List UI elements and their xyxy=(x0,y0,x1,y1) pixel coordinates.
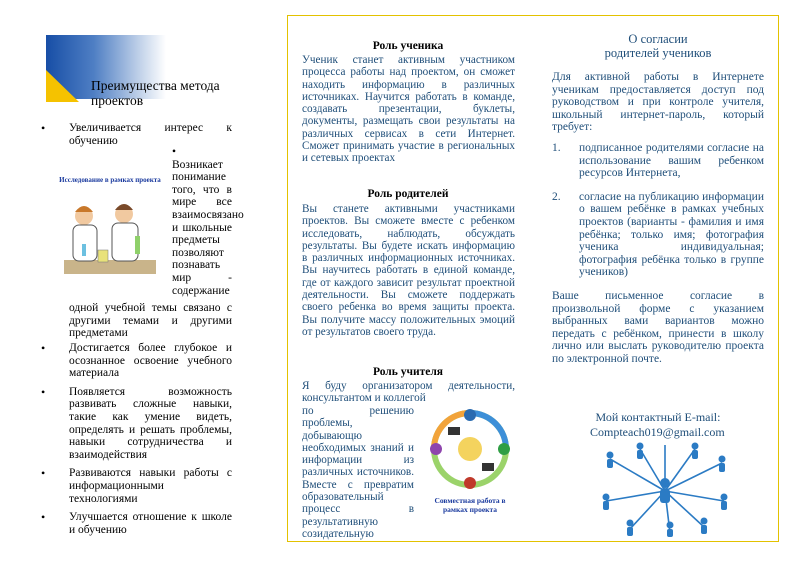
parents-role-heading: Роль родителей xyxy=(367,188,449,200)
scientists-illustration-icon xyxy=(62,198,157,282)
contact-email: Compteach019@gmail.com xyxy=(590,425,725,439)
scientists-image-caption: Исследование в рамках проекта xyxy=(59,176,161,184)
consent-instructions: Ваше письменное согласие в произвольной форме с указанием выбранных вами вариантов можно передать с ребёнком, принести в школу лично или выслать руководителю проекта по электронной почте. xyxy=(552,290,764,365)
logo-yellow-triangle xyxy=(46,70,79,102)
student-role-text: Ученик станет активным участником процесса работы над проектом, он сможет находить информацию в различных источниках. Научится работать в команде, создавать презентации, буклеты, документы, размещать свои результаты на различных сервисах в сети Интернет. Сможет принимать участие в региональных и сетевых проектах xyxy=(302,54,515,165)
consent-intro: Для активной работы в Интернете ученикам предоставляется доступ под руководством и при контроле учителя, школьный интернет-пароль, который требует: xyxy=(552,71,764,134)
parents-role-text: Вы станете активными участниками проектов. Вы сможете вместе с ребенком исследовать, наблюдать, обсуждать результаты. Вы будете искать информацию в различных информационных источниках. Вы научитесь работать в единой команде, где от каждого зависит результат проектной деятельности. Вы сможете поддержать своего ребенка во время защиты проекта. Вы получите массу положительных эмоций от результатов своего труда. xyxy=(302,203,515,338)
consent-title-line1: О согласии xyxy=(628,32,688,46)
student-role-heading: Роль ученика xyxy=(372,40,444,52)
left-title: Преимущества метода проектов xyxy=(91,78,220,108)
teacher-role-heading: Роль учителя xyxy=(372,366,444,378)
network-people-illustration-icon xyxy=(600,441,730,537)
left-bullet-list xyxy=(41,342,232,536)
bullet-skills: • Появляется возможность развивать сложные навыки, такие как умение видеть, определять и решать проблемы, навыки сотрудничества и взаимодействия xyxy=(41,386,232,462)
requirement-item: 2. согласие на публикацию информации о вашем ребёнке в рамках учебных проектов (варианты - фамилия и имя ребёнка; только имя; фотография ученика индивидуальная; фотография ребёнка только в группе учеников) xyxy=(552,190,764,279)
contact-label: Мой контактный E-mail: xyxy=(595,410,721,424)
left-bullet-first xyxy=(41,122,232,147)
teamwork-illustration-icon xyxy=(428,405,512,493)
bullet-deep-learning: • Достигается более глубокое и осознанное освоение учебного материала xyxy=(41,342,232,380)
requirements-list xyxy=(552,142,764,290)
consent-title-line2: родителей учеников xyxy=(604,46,712,60)
teacher-role-text-side: по решению проблемы, добывающю необходимых знаний и информации из различных источников. Вместе с превратим образовательный процесс в результативную созидательную xyxy=(302,405,414,540)
requirement-item: 1. подписанное родителями согласие на использование вашим ребенком ресурсов Интернета, xyxy=(552,142,764,180)
bullet-understanding-text: Возникает понимание того, что в мире все взаимосвязано и школьные предметы позволяют познавать мир - содержание xyxy=(172,158,244,297)
bullet-understanding-wrap: •Возникает понимание того, что в мире все взаимосвязано и школьные предметы позволяют познавать мир - содержание xyxy=(172,146,244,297)
teacher-role-text-top: Я буду организатором деятельности, консультантом и коллегой xyxy=(302,380,515,405)
consent-title xyxy=(552,32,764,60)
bullet-understanding-rest: одной учебной темы связано с другими темами и другими предметами xyxy=(69,302,232,340)
teamwork-image-caption: Совместная работа в рамках проекта xyxy=(434,496,506,514)
bullet-interest: • Увеличивается интерес к обучению xyxy=(41,122,232,147)
bullet-attitude: • Улучшается отношение к школе и обучению xyxy=(41,511,232,536)
bullet-it-skills: • Развиваются навыки работы с информационными технологиями xyxy=(41,467,232,505)
